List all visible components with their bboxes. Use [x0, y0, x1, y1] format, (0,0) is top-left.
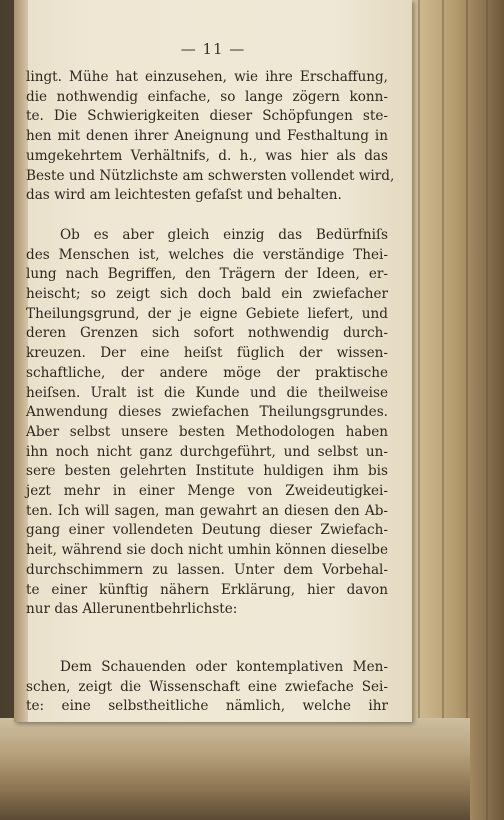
text-line: Anwendung dieses zwiefachen Theilungsgrundes. — [26, 404, 388, 421]
book-page — [14, 0, 412, 722]
text-line: des Menschen ist, welches die verständige Thei- — [26, 246, 388, 263]
text-line: te. Die Schwierigkeiten dieser Schöpfungen ste- — [26, 108, 388, 125]
text-line: ten. Ich will sagen, man gewahrt an diesen den Ab- — [26, 502, 388, 519]
text-line: lung nach Begriffen, den Trägern der Ideen, er- — [26, 266, 388, 283]
text-line: schaftliche, der andere möge der praktische — [26, 364, 388, 381]
text-line: te: eine selbstheitliche nämlich, welche ihr — [26, 698, 388, 715]
text-line: kreuzen. Der eine heiſst füglich der wissen- — [26, 345, 388, 362]
book-page-edges — [400, 0, 504, 820]
text-line: hen mit denen ihrer Aneignung und Festhaltung in — [26, 128, 388, 145]
text-line: heiſsen. Uralt ist die Kunde und die theilweise — [26, 384, 388, 401]
text-line: heischt; so zeigt sich doch bald ein zwiefacher — [26, 286, 388, 303]
text-line: deren Grenzen sich sofort nothwendig durch- — [26, 325, 388, 342]
text-line: umgekehrtem Verhältnifs, d. h., was hier als das — [26, 147, 388, 164]
text-line: te einer künftig nähern Erklärung, hier davon — [26, 581, 388, 598]
text-line: Beste und Nützlichste am schwersten vollendet wird, — [26, 167, 395, 184]
text-line: gang einer vollendeten Deutung dieser Zwiefach- — [26, 522, 388, 539]
book-bottom-edge — [0, 718, 470, 820]
paragraph-2 — [26, 226, 388, 620]
text-line: Ob es aber gleich einzig das Bedürfniſs — [60, 226, 388, 243]
text-line: nur das Allerunentbehrlichste: — [26, 601, 238, 618]
text-line: Theilungsgrund, der je eigne Gebiete liefert, und — [26, 305, 388, 322]
text-line: ihn noch nicht ganz durchgeführt, und selbst un- — [26, 443, 388, 460]
text-line: sere besten gelehrten Institute huldigen ihm bis — [26, 463, 388, 480]
text-line: lingt. Mühe hat einzusehen, wie ihre Erschaffung, — [26, 69, 388, 85]
text-line: heit, während sie doch nicht umhin können dieselbe — [26, 542, 388, 559]
paragraph-1 — [26, 68, 395, 206]
text-line: Dem Schauenden oder kontemplativen Men- — [60, 658, 388, 675]
page-text — [26, 68, 395, 717]
text-line: das wird am leichtesten gefaſst und behalten. — [26, 187, 342, 204]
text-line: durchschimmern zu lassen. Unter dem Vorbehal- — [26, 561, 388, 578]
text-line: jezt mehr in einer Menge von Zweideutigkei- — [26, 483, 388, 500]
text-line: Aber selbst unsere besten Methodologen haben — [26, 423, 388, 440]
paragraph-3 — [26, 658, 388, 717]
text-line: schen, zeigt die Wissenschaft eine zwiefache Sei- — [26, 678, 388, 695]
page-number: — 11 — — [180, 40, 246, 58]
text-line: die nothwendig einfache, so lange zögern konn- — [26, 88, 388, 105]
